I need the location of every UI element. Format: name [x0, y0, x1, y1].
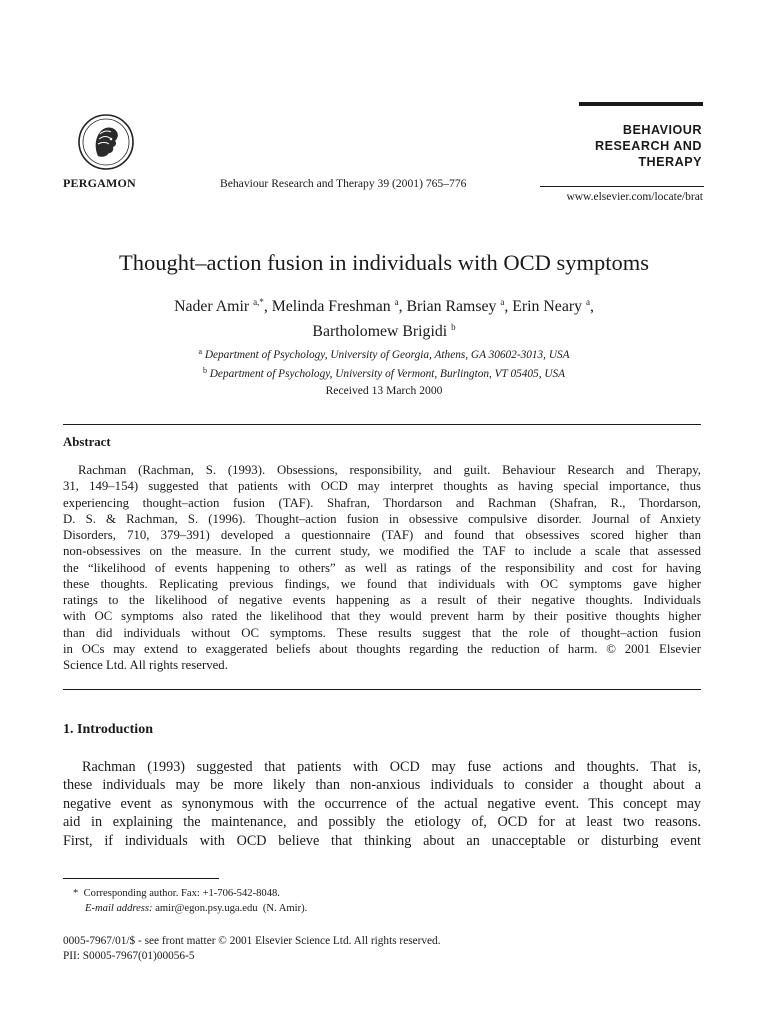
author-affiliation-mark: a: [500, 297, 505, 307]
email-label: E-mail address:: [85, 903, 153, 914]
introduction-body: [63, 758, 701, 850]
abstract-bottom-rule: [63, 689, 701, 690]
abstract-line: these thoughts. Replicating previous findings, we found that individuals with OC symptoms gave higher: [63, 576, 701, 591]
footnote-mark: *: [73, 888, 79, 899]
issn-line: 0005-7967/01/$ - see front matter © 2001 Elsevier Science Ltd. All rights reserved.: [63, 935, 441, 947]
intro-line: negative event as synonymous with the occurrence of the actual negative event. This concept may: [63, 795, 701, 812]
intro-line: Rachman (1993) suggested that patients with OCD may fuse actions and thoughts. That is,: [82, 759, 701, 775]
footnote-rule: [63, 878, 219, 879]
corresponding-author-note: [63, 886, 307, 901]
abstract-line: Rachman (Rachman, S. (1993). Obsessions, responsibility, and guilt. Behaviour Research and Therapy,: [78, 463, 701, 477]
affiliation-mark: a: [198, 347, 203, 356]
affiliation-text: Department of Psychology, University of Georgia, Athens, GA 30602-3013, USA: [204, 349, 570, 361]
abstract-heading: Abstract: [63, 435, 111, 449]
author-line-2: [60, 317, 708, 342]
abstract-line: than did individuals without OC symptoms. These results suggest that the role of thought–action fusion: [63, 625, 701, 640]
author-affiliation-mark: b: [451, 322, 456, 332]
abstract-line: in OCs may extend to exaggerated beliefs about thoughts regarding the reduction of harm. © 2001 Elsevier: [63, 641, 701, 656]
affiliation-text: Department of Psychology, University of Vermont, Burlington, VT 05405, USA: [209, 368, 566, 380]
journal-title-line: BEHAVIOUR: [622, 123, 702, 137]
abstract-line: non-obsessives on the measure. In the current study, we modified the TAF to include a scale that assessed: [63, 544, 701, 559]
journal-title-line: THERAPY: [638, 155, 702, 169]
intro-line: these individuals may be more likely than non-anxious individuals to consider a thought about a: [63, 777, 701, 794]
intro-line: aid in explaining the maintenance, and possibly the etiology of, OCD for at least two reasons.: [63, 814, 701, 831]
author-name: , Erin Neary: [504, 298, 582, 315]
abstract-line: Disorders, 710, 379–391) developed a questionnaire (TAF) and found that obsessives scored higher than: [63, 528, 701, 542]
affiliation-b: [60, 363, 708, 382]
author-name: Nader Amir: [174, 298, 250, 315]
intro-line: First, if individuals with OCD believe that thinking about an unacceptable or disturbing event: [63, 832, 701, 849]
journal-title-line: RESEARCH AND: [595, 139, 702, 153]
affiliation-mark: b: [202, 366, 207, 375]
footnote-text: Corresponding author. Fax: +1-706-542-8048.: [83, 888, 280, 899]
journal-citation: Behaviour Research and Therapy 39 (2001) 765–776: [220, 177, 467, 190]
email-note: [63, 901, 307, 916]
author-name: , Brian Ramsey: [398, 298, 497, 315]
section-heading-introduction: 1. Introduction: [63, 722, 153, 737]
footnotes: [63, 886, 307, 916]
publisher-logo: [76, 112, 136, 172]
journal-title-rule: [579, 102, 703, 106]
author-affiliation-mark: a: [394, 297, 399, 307]
journal-url[interactable]: www.elsevier.com/locate/brat: [566, 191, 703, 203]
author-name: Bartholomew Brigidi: [312, 323, 448, 340]
publisher-name: PERGAMON: [63, 176, 136, 190]
email-address[interactable]: amir@egon.psy.uga.edu: [155, 903, 258, 914]
author-list: [60, 292, 708, 342]
abstract-line: with OC symptoms also rated the likelihood that they would prevent harm by their positive thoughts higher: [63, 609, 701, 624]
abstract-line: experiencing thought–action fusion (TAF). Shafran, Thordarson and Rachman (Shafran, R., Thordarson,: [63, 495, 701, 510]
affiliations: [60, 344, 708, 382]
abstract-line: the “likelihood of events happening to others” as well as ratings of the responsibility and cost for having: [63, 560, 701, 575]
journal-title: [560, 122, 702, 170]
journal-title-underline: [540, 186, 704, 187]
author-affiliation-mark: a,*: [253, 297, 264, 307]
pergamon-emblem-icon: [76, 112, 136, 172]
abstract-line: 31, 149–154) suggested that patients with OCD may interpret thoughts as having special importance, thus: [63, 479, 701, 494]
author-name: , Melinda Freshman: [263, 298, 391, 315]
author-line-1: [60, 292, 708, 317]
author-affiliation-mark: a: [585, 297, 590, 307]
imprint: [63, 934, 441, 964]
pii-line: PII: S0005-7967(01)00056-5: [63, 950, 195, 962]
abstract-line: Science Ltd. All rights reserved.: [63, 658, 228, 672]
author-separator: ,: [589, 298, 594, 315]
affiliation-a: [60, 344, 708, 363]
email-owner: (N. Amir).: [262, 903, 308, 914]
abstract-body: [63, 462, 701, 673]
article-title: Thought–action fusion in individuals with OCD symptoms: [119, 250, 649, 275]
abstract-line: ratings to the likelihood of negative events happening as a result of their negative thoughts. Individuals: [63, 593, 701, 607]
abstract-top-rule: [63, 424, 701, 425]
received-date: Received 13 March 2000: [325, 384, 443, 397]
abstract-line: D. S. & Rachman, S. (1996). Thought–action fusion in obsessive compulsive disorder. Journal of Anxiety: [63, 511, 701, 526]
